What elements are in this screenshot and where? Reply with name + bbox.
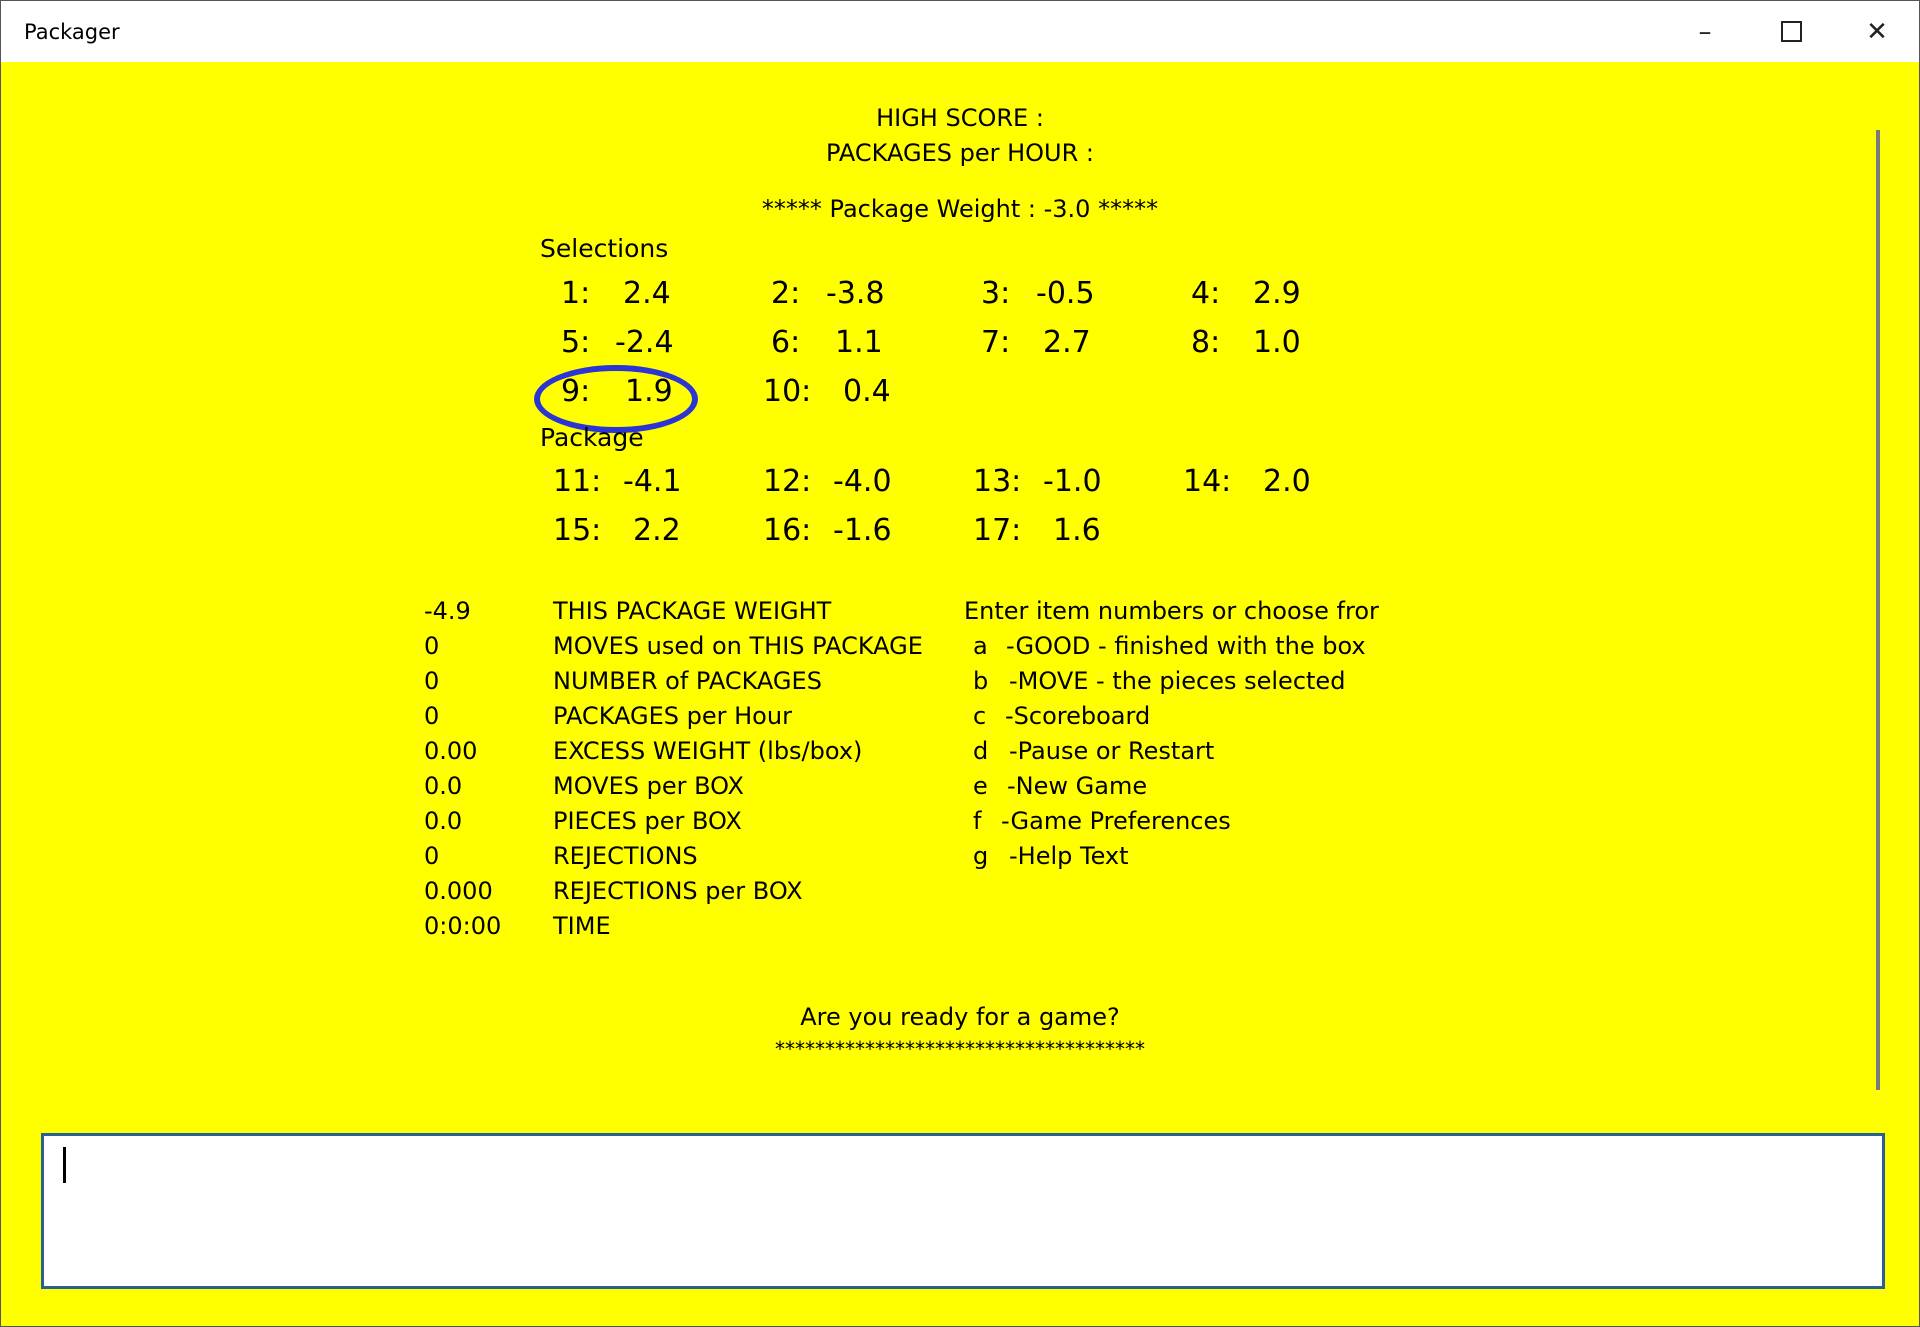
selection-value[interactable]: 1.0 <box>1253 325 1301 360</box>
menu-option-new-game[interactable]: -New Game <box>1007 772 1148 800</box>
package-value[interactable]: 1.6 <box>1053 513 1101 548</box>
close-icon: ✕ <box>1866 16 1888 47</box>
high-score-label: HIGH SCORE : <box>876 104 1044 132</box>
maximize-button[interactable] <box>1748 1 1834 62</box>
package-number[interactable]: 15: <box>553 513 602 548</box>
stat-value: 0 <box>424 842 440 870</box>
package-value[interactable]: -4.1 <box>623 464 682 499</box>
package-number[interactable]: 16: <box>763 513 812 548</box>
menu-option-key[interactable]: a <box>973 632 988 660</box>
title-bar <box>1 1 1919 62</box>
minimize-icon: – <box>1698 16 1712 47</box>
selection-value[interactable]: 0.4 <box>843 374 891 409</box>
selection-number[interactable]: 4: <box>1191 276 1221 311</box>
package-value[interactable]: -1.6 <box>833 513 892 548</box>
menu-option-key[interactable]: c <box>973 702 987 730</box>
selection-number[interactable]: 8: <box>1191 325 1221 360</box>
selections-heading: Selections <box>540 234 669 263</box>
package-heading: Package <box>540 423 644 452</box>
package-number[interactable]: 13: <box>973 464 1022 499</box>
package-number[interactable]: 17: <box>973 513 1022 548</box>
vertical-scrollbar[interactable] <box>1876 130 1880 1090</box>
selection-number[interactable]: 5: <box>561 325 591 360</box>
selection-value[interactable]: -0.5 <box>1036 276 1095 311</box>
stat-label: PIECES per BOX <box>553 807 742 835</box>
package-number[interactable]: 14: <box>1183 464 1232 499</box>
stat-value: 0.00 <box>424 737 478 765</box>
menu-option-key[interactable]: b <box>973 667 989 695</box>
selection-number[interactable]: 7: <box>981 325 1011 360</box>
package-value[interactable]: -1.0 <box>1043 464 1102 499</box>
stat-value: 0.0 <box>424 772 463 800</box>
menu-option-scoreboard[interactable]: -Scoreboard <box>1005 702 1151 730</box>
selection-number[interactable]: 10: <box>763 374 812 409</box>
stat-label: NUMBER of PACKAGES <box>553 667 822 695</box>
selection-number[interactable]: 2: <box>771 276 801 311</box>
maximize-icon <box>1781 21 1802 42</box>
package-value[interactable]: -4.0 <box>833 464 892 499</box>
packages-per-hour-label: PACKAGES per HOUR : <box>825 139 1095 167</box>
stat-label: MOVES per BOX <box>553 772 744 800</box>
selection-value[interactable]: -2.4 <box>615 325 674 360</box>
game-area <box>1 62 1919 1326</box>
stat-value: -4.9 <box>424 597 471 625</box>
menu-option-key[interactable]: d <box>973 737 989 765</box>
selection-value[interactable]: 2.9 <box>1253 276 1301 311</box>
selection-value[interactable]: 2.4 <box>623 276 671 311</box>
close-button[interactable] <box>1834 1 1920 62</box>
package-value[interactable]: 2.2 <box>633 513 681 548</box>
stat-label: TIME <box>553 912 611 940</box>
selection-value[interactable]: 1.9 <box>625 374 673 409</box>
selection-number[interactable]: 9: <box>561 374 591 409</box>
selection-value[interactable]: 1.1 <box>835 325 883 360</box>
menu-heading: Enter item numbers or choose fror <box>964 597 1379 625</box>
stars-divider: ************************************* <box>775 1037 1145 1061</box>
selection-value[interactable]: 2.7 <box>1043 325 1091 360</box>
menu-option-preferences[interactable]: -Game Preferences <box>1001 807 1231 835</box>
window-title: Packager <box>24 20 120 44</box>
selection-number[interactable]: 3: <box>981 276 1011 311</box>
stat-label: EXCESS WEIGHT (lbs/box) <box>553 737 863 765</box>
stat-value: 0:0:00 <box>424 912 502 940</box>
menu-option-key[interactable]: g <box>973 842 989 870</box>
stat-label: PACKAGES per Hour <box>553 702 792 730</box>
menu-option-key[interactable]: f <box>973 807 982 835</box>
text-caret <box>63 1147 66 1183</box>
selection-value[interactable]: -3.8 <box>826 276 885 311</box>
menu-option-key[interactable]: e <box>973 772 988 800</box>
stat-label: REJECTIONS <box>553 842 698 870</box>
menu-option-move[interactable]: -MOVE - the pieces selected <box>1009 667 1346 695</box>
menu-option-good[interactable]: -GOOD - finished with the box <box>1006 632 1366 660</box>
package-value[interactable]: 2.0 <box>1263 464 1311 499</box>
stat-value: 0 <box>424 667 440 695</box>
minimize-button[interactable] <box>1662 1 1748 62</box>
menu-option-help[interactable]: -Help Text <box>1009 842 1129 870</box>
menu-option-pause[interactable]: -Pause or Restart <box>1009 737 1215 765</box>
stat-value: 0 <box>424 632 440 660</box>
package-weight-label: ***** Package Weight : -3.0 ***** <box>761 195 1159 223</box>
stat-label: THIS PACKAGE WEIGHT <box>553 597 832 625</box>
package-number[interactable]: 12: <box>763 464 812 499</box>
command-input[interactable] <box>41 1133 1885 1289</box>
stat-label: MOVES used on THIS PACKAGE <box>553 632 923 660</box>
stat-value: 0 <box>424 702 440 730</box>
stat-label: REJECTIONS per BOX <box>553 877 803 905</box>
package-number[interactable]: 11: <box>553 464 602 499</box>
stat-value: 0.0 <box>424 807 463 835</box>
ready-prompt: Are you ready for a game? <box>800 1003 1120 1031</box>
stat-value: 0.000 <box>424 877 493 905</box>
selection-number[interactable]: 6: <box>771 325 801 360</box>
selection-number[interactable]: 1: <box>561 276 591 311</box>
